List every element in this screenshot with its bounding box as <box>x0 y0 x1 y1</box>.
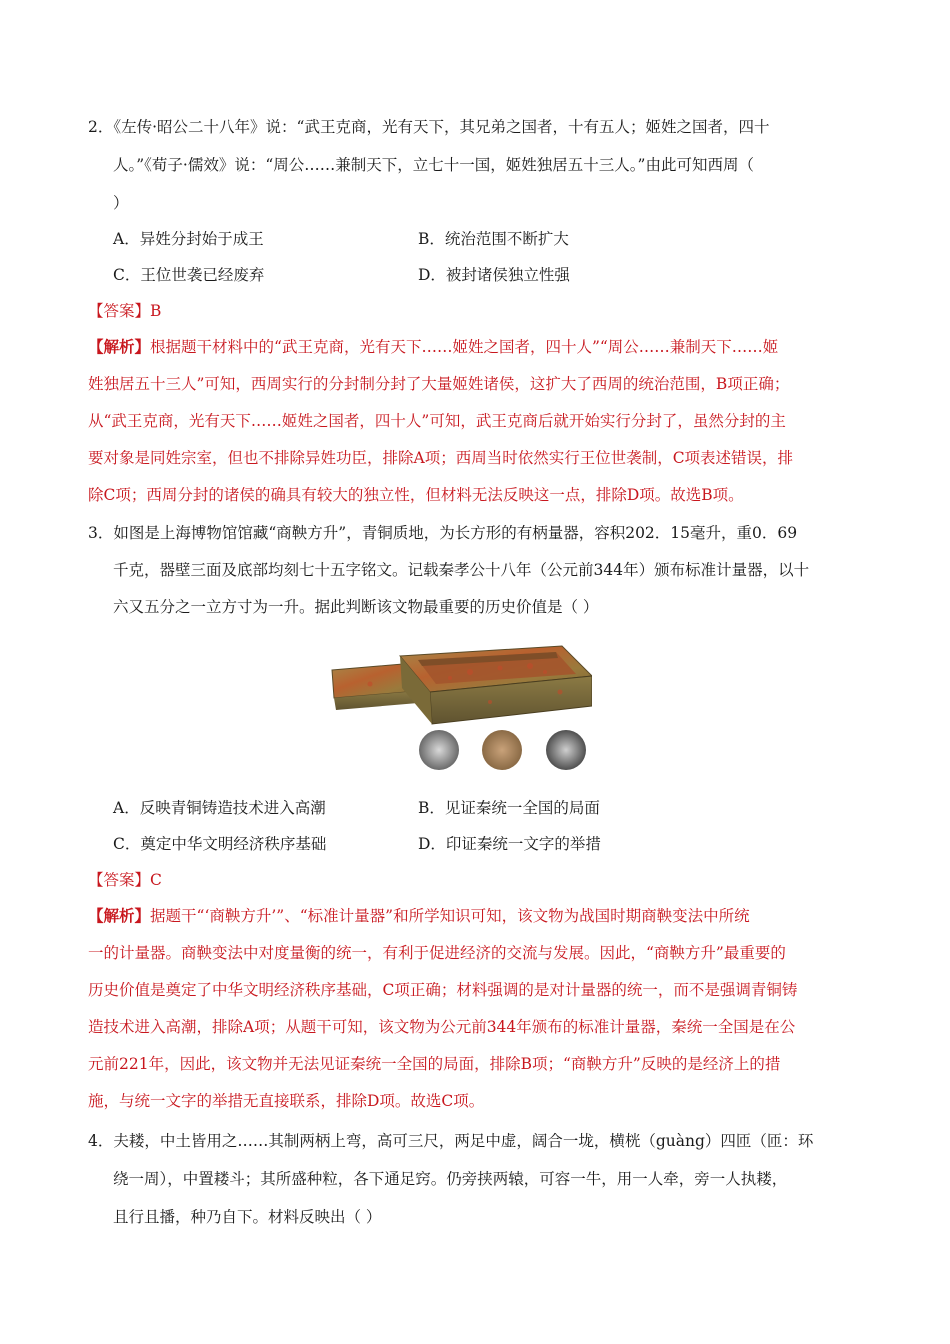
q4-stem-line-1: 4．夫耧，中土皆用之……其制两柄上弯，高可三尺，两足中虚，阔合一垅，横桄（guàng）四匝（匝：环 <box>88 1132 814 1150</box>
q2-analysis-text-1: 根据题干材料中的“武王克商，光有天下……姬姓之国者，四十人”“周公……兼制天下……姬 <box>150 338 779 356</box>
inscription-rubbing-1 <box>419 730 459 770</box>
q3-stem-line-2: 千克，器壁三面及底部均刻七十五字铭文。记载秦孝公十八年（公元前344年）颁布标准计量器，以十 <box>113 561 810 579</box>
q4-stem-line-2: 绕一周），中置耧斗；其所盛种粒，各下通足窍。仍旁挟两辕，可容一牛，用一人牵，旁一人执耧， <box>113 1170 788 1188</box>
q3-analysis-line-5: 元前221年，因此，该文物并无法见证秦统一全国的局面，排除B项；“商鞅方升”反映的是经济上的措 <box>88 1055 781 1073</box>
q2-answer-value: B <box>150 302 162 320</box>
q3-answer <box>88 869 162 891</box>
q2-analysis-label: 【解析】 <box>88 337 151 356</box>
q3-answer-value: C <box>150 871 162 889</box>
q2-analysis-line-2: 姓独居五十三人”可知，西周实行的分封制分封了大量姬姓诸侯，这扩大了西周的统治范围，B项正确； <box>88 375 790 393</box>
q2-analysis-line-4: 要对象是同姓宗室，但也不排除异姓功臣，排除A项；西周当时依然实行王位世袭制，C项表述错误，排 <box>88 449 794 467</box>
q3-stem-line-3: 六又五分之一立方寸为一升。据此判断该文物最重要的历史价值是（ ） <box>113 598 599 616</box>
q2-option-a: A．异姓分封始于成王 <box>113 230 264 248</box>
q3-analysis-line-3: 历史价值是奠定了中华文明经济秩序基础，C项正确；材料强调的是对计量器的统一，而不是强调青铜铸 <box>88 981 798 999</box>
q3-analysis-line-1 <box>88 905 750 927</box>
q3-answer-label: 【答案】 <box>88 871 151 889</box>
q3-option-b: B．见证秦统一全国的局面 <box>418 799 600 817</box>
shang-yang-fangsheng-image <box>330 632 592 772</box>
q3-stem-line-1: 3．如图是上海博物馆馆藏“商鞅方升”，青铜质地，为长方形的有柄量器，容积202．15毫升，重0．69 <box>88 524 798 542</box>
q3-analysis-text-1: 据题干“‘商鞅方升’”、“标准计量器”和所学知识可知，该文物为战国时期商鞅变法中所统 <box>150 907 750 925</box>
q3-option-c: C．奠定中华文明经济秩序基础 <box>113 835 327 853</box>
q3-analysis-line-2: 一的计量器。商鞅变法中对度量衡的统一，有利于促进经济的交流与发展。因此，“商鞅方升”最重要的 <box>88 944 786 962</box>
bronze-vessel-illustration <box>330 632 592 772</box>
q3-analysis-line-6: 施，与统一文字的举措无直接联系，排除D项。故选C项。 <box>88 1092 485 1110</box>
q2-analysis-line-5: 除C项；西周分封的诸侯的确具有较大的独立性，但材料无法反映这一点，排除D项。故选B项。 <box>88 486 744 504</box>
q2-stem-line-3: ） <box>113 194 129 212</box>
q3-option-a: A．反映青铜铸造技术进入高潮 <box>113 799 326 817</box>
q2-analysis-line-1 <box>88 336 778 358</box>
q3-analysis-line-4: 造技术进入高潮，排除A项；从题干可知，该文物为公元前344年颁布的标准计量器，秦统一全国是在公 <box>88 1018 796 1036</box>
q2-option-c: C．王位世袭已经废弃 <box>113 266 265 284</box>
q3-option-d: D．印证秦统一文字的举措 <box>418 835 601 853</box>
inscription-rubbing-3 <box>546 730 586 770</box>
q2-answer-label: 【答案】 <box>88 302 151 320</box>
q2-option-d: D．被封诸侯独立性强 <box>418 266 570 284</box>
q2-stem-line-1: 2．《左传·昭公二十八年》说：“武王克商，光有天下，其兄弟之国者，十有五人；姬姓之国者，四十 <box>88 118 770 136</box>
q2-answer <box>88 300 161 322</box>
q3-analysis-label: 【解析】 <box>88 906 151 925</box>
q2-option-b: B．统治范围不断扩大 <box>418 230 569 248</box>
inscription-rubbing-2 <box>482 730 522 770</box>
q2-analysis-line-3: 从“武王克商，光有天下……姬姓之国者，四十人”可知，武王克商后就开始实行分封了，虽然分封的主 <box>88 412 786 430</box>
q2-stem-line-2: 人。”《荀子·儒效》说：“周公……兼制天下，立七十一国，姬姓独居五十三人。”由此可知西周（ <box>113 156 754 174</box>
q4-stem-line-3: 且行且播，种乃自下。材料反映出（ ） <box>113 1208 382 1226</box>
